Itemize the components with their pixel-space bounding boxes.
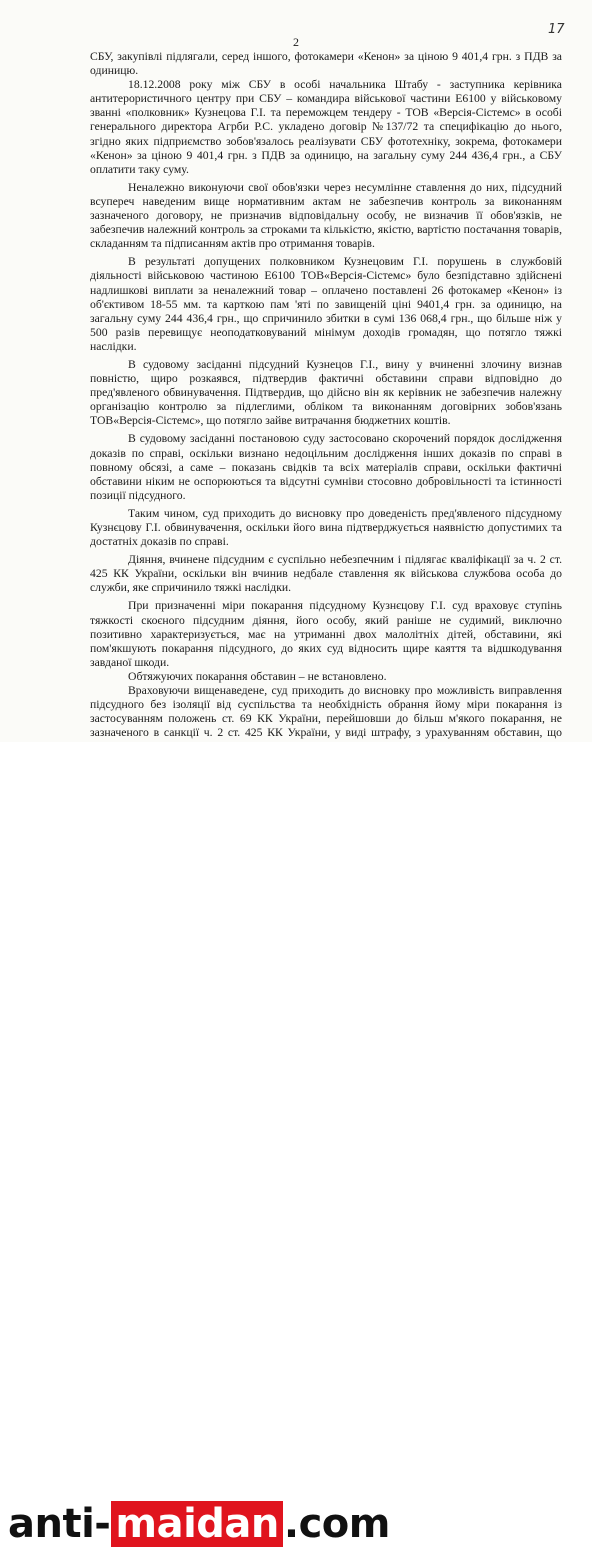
watermark-part-maidan: maidan [111, 1501, 282, 1547]
handwritten-page-number: 17 [548, 22, 565, 37]
watermark-part-com: .com [283, 1501, 390, 1547]
paragraph: СБУ, закупівлі підлягали, серед іншого, фотокамери «Кенон» за ціною 9 401,4 грн. з ПДВ за одиницю. [90, 50, 562, 78]
paragraph: В судовому засіданні постановою суду застосовано скорочений порядок дослідження доказів по справі, оскільки визнано недоцільним дослідження інших доказів по справі в повному обсязі, а саме – показань свідків та всіх матеріалів справи, оскільки фактичні обставини ніким не оспорюються та відсутні сумніви стосовно добровільності та істинності позиції підсудного. [90, 432, 562, 502]
watermark-banner [0, 742, 592, 1547]
paragraph: При призначенні міри покарання підсудному Кузнєцову Г.І. суд враховує ступінь тяжкості скоєного підсудним діяння, його особу, який раніше не судимий, виключно позитивно характеризується, має на утриманні двох малолітніх дітей, обставини, які пом'якшують покарання підсудного, до яких суд відносить щире каяття та відшкодування завданої шкоди. [90, 599, 562, 669]
paragraph: Обтяжуючих покарання обставин – не встановлено. [128, 669, 387, 683]
page-number: 2 [293, 35, 299, 49]
paragraph: Неналежно виконуючи свої обов'язки через несумлінне ставлення до них, підсудний всупереч наведеним вище нормативним актам не забезпечив контроль за виконанням зазначеного договору, не призначив відповідальну особу, не визначив її обов'язків, не забезпечив належний контроль за строками та кількістю, якістю, вартістю постачання товарів, складанням та підписанням актів про отримання товарів. [90, 180, 562, 251]
paragraph: Діяння, вчинене підсудним є суспільно небезпечним і підлягає кваліфікації за ч. 2 ст. 425 КК України, оскільки він вчинив недбале ставлення як військова службова особа до служби, яке спричинило тяжкі наслідки. [90, 553, 562, 595]
paragraph: Таким чином, суд приходить до висновку про доведеність пред'явленого підсудному Кузнєцову Г.І. обвинувачення, оскільки його вина підтверджується наявністю допустимих та достатніх доказів по справі. [90, 506, 562, 549]
paragraph: В результаті допущених полковником Кузнецовим Г.І. порушень в службовій діяльності військовою частиною Е6100 ТОВ«Версія-Сістемс» було безпідставно здійснені надлишкові виплати за неналежний товар – оплачено поставлені 26 фотокамер «Кенон» із об'єктивом 18-55 мм. та карткою пам 'яті по завищеній ціні 9401,4 грн. за одиницю, на загальну суму 244 436,4 грн., що спричинило збитки в сумі 136 068,4 грн., що більше ніж у 500 разів перевищує неоподатковуваний мінімум доходів громадян, що потягло тяжкі наслідки. [90, 255, 562, 353]
paragraph: В судовому засіданні підсудний Кузнецов Г.І., вину у вчиненні злочину визнав повністю, щиро розкаявся, підтвердив фактичні обставини справи відповідно до пред'явленого обвинувачення. Підтвердив, що дійсно він як керівник не забезпечив належну організацію контролю за підлеглими, обліком та виконанням договірних зобов'язань ТОВ«Версія-Сістемс», що потягло зайве витрачання бюджетних коштів. [90, 357, 562, 428]
document-body [90, 50, 562, 783]
paragraph: 18.12.2008 року між СБУ в особі начальника Штабу - заступника керівника антитерористичного центру при СБУ – командира військової частини Е6100 у військовому званні «полковник» Кузнецова Г.І. та переможцем тендеру - ТОВ «Версія-Сістемс» в особі генерального директора Агрби Р.С. укладено договір №137/72 та специфікацію до нього, згідно яких підприємство зобов'язалось реалізувати СБУ фототехніку, зокрема, фотокамери «Кенон» за ціною 9 401,4 грн. з ПДВ за одиницю, на загальну суму 244 436,4 грн., а СБУ оплатити таку суму. [90, 78, 562, 176]
watermark-part-anti: anti- [8, 1501, 111, 1547]
watermark-logo [8, 1500, 390, 1548]
paragraph: Враховуючи вищенаведене, суд приходить до висновку про можливість виправлення підсудного без ізоляції від суспільства та необхідність обрання йому міри покарання із застосуванням положень ст. 69 КК України, перейшовши до більш м'якого покарання, не зазначеного в санкції ч. 2 ст. 425 КК України, у виді штрафу, з урахуванням обставин, що [90, 684, 562, 740]
